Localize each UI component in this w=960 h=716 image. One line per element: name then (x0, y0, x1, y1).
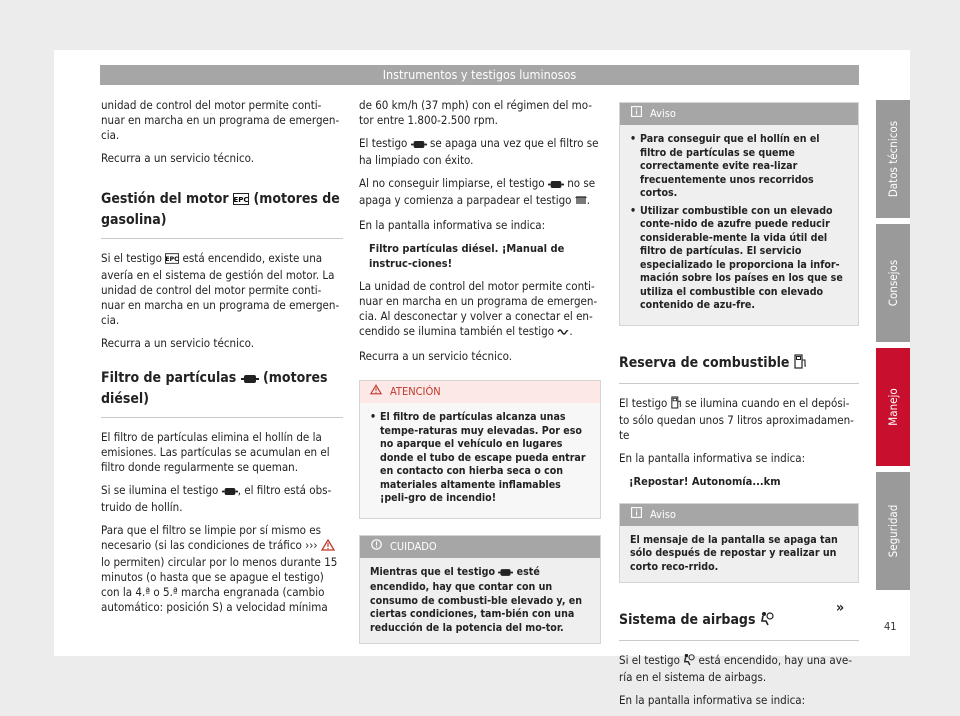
aviso-header: Aviso (620, 103, 858, 125)
airbag-icon (683, 653, 695, 670)
info-circle-icon (370, 538, 382, 556)
cuidado-box (359, 535, 601, 645)
aviso-box-1 (619, 102, 859, 326)
reference-arrows: ››› (305, 538, 318, 552)
column-1 (101, 98, 343, 623)
continue-mark: » (836, 600, 845, 616)
warning-triangle-icon (370, 383, 382, 401)
tab-seguridad[interactable]: Seguridad (876, 472, 910, 590)
particle-filter-icon (498, 568, 513, 582)
warning-triangle-icon[interactable] (321, 539, 335, 555)
paragraph: El testigo se ilumina cuando en el depósi-to sólo quedan unos 7 litros aproximadamen-te (619, 395, 854, 442)
aviso-body: • Para conseguir que el hollín en el filtro de partículas se queme correctamente evite rea-lizar frecuentemente unos recorridos cortos. • Utilizar combustible con un elevado conte-nido de azufre puede reducir considerable-mente la vida útil del filtro de partículas. El servicio especializado le proporciona la infor-mación sobre los países en los que se utiliza el combustible con elevado contenido de azu-fre. (620, 125, 858, 325)
tab-manejo[interactable]: Manejo (876, 348, 910, 466)
tab-consejos[interactable]: Consejos (876, 224, 910, 342)
paragraph: El filtro de partículas elimina el hollín de la emisiones. Las partículas se acumulan en el filtro donde regularmente se queman. (101, 430, 330, 474)
paragraph: La unidad de control del motor permite conti-nuar en marcha en un programa de emergen-cia. Al desconectar y volver a conectar el en-cendido se ilumina también el testigo . (359, 279, 601, 341)
paragraph: de 60 km/h (37 mph) con el régimen del mo-tor entre 1.800-2.500 rpm. (359, 98, 593, 127)
section-title-particle-filter: Filtro de partículas (motores diésel) (101, 363, 343, 418)
paragraph: Al no conseguir limpiarse, el testigo no se apaga y comienza a parpadear el testigo . (359, 176, 601, 210)
aviso-box-2 (619, 503, 859, 584)
tab-datos-tecnicos[interactable]: Datos técnicos (876, 100, 910, 218)
epc-icon (233, 192, 249, 211)
glow-plug-coil-icon (557, 326, 569, 341)
paragraph: El testigo se apaga una vez que el filtro se ha limpiado con éxito. (359, 136, 599, 167)
atencion-body: • El filtro de partículas alcanza unas tempe-raturas muy elevadas. Por eso no aparque el vehículo en lugares donde el tubo de escape pueda entrar en contacto con hierba seca o con materiales altamente inflamables ¡peli-gro de incendio! (360, 403, 600, 518)
page-number: 41 (884, 620, 897, 633)
svg-text:EPC: EPC (165, 256, 179, 264)
particle-filter-icon (548, 178, 564, 193)
paragraph: Si el testigo está encendido, hay una ave-ría en el sistema de airbags. (619, 653, 852, 684)
paragraph: Para que el filtro se limpie por sí mismo es necesario (si las condiciones de tráfico ››› lo permiten) circular por lo menos durante 15 minutos (o hasta que se apague el testigo) con la 4.ª o 5.ª marcha engranada (cambio automático: posición S) a velocidad mínima (101, 523, 338, 614)
paragraph: unidad de control del motor permite conti-nuar en marcha en un programa de emergen-cia. (101, 98, 340, 142)
info-icon (630, 506, 642, 524)
section-title-airbag-system: Sistema de airbags (619, 605, 859, 641)
section-title-engine-management: Gestión del motor EPC (motores de gasolina) (101, 184, 343, 239)
paragraph: Recurra a un servicio técnico. (359, 349, 513, 363)
paragraph: En la pantalla informativa se indica: (359, 218, 546, 232)
paragraph: En la pantalla informativa se indica: (619, 450, 806, 465)
particle-filter-icon (411, 138, 427, 153)
aviso-body: El mensaje de la pantalla se apaga tan sólo después de repostar y realizar un corto reco-rrido. (620, 526, 858, 583)
paragraph: Si el testigo EPC está encendido, existe una avería en el sistema de gestión del motor. La unidad de control del motor permite conti-nuar en marcha en un programa de emergen-cia. (101, 251, 340, 327)
paragraph: Si se ilumina el testigo , el filtro está obs-truido de hollín. (101, 483, 332, 514)
svg-text:EPC: EPC (233, 196, 249, 204)
column-2 (359, 98, 601, 658)
section-title-fuel-reserve: Reserva de combustible (619, 348, 859, 384)
atencion-header: ATENCIÓN (360, 381, 600, 403)
cuidado-body: Mientras que el testigo esté encendido, hay que contar con un consumo de combusti-ble elevado y, en ciertas condiciones, tam-bién con una reducción de la potencia del mo-tor. (360, 558, 600, 644)
airbag-icon (760, 611, 774, 632)
column-3 (619, 98, 859, 716)
paragraph: En la pantalla informativa se indica: (619, 693, 806, 707)
paragraph: Recurra a un servicio técnico. (101, 336, 255, 350)
glow-plug-icon (575, 195, 587, 210)
particle-filter-icon (241, 371, 259, 390)
particle-filter-icon (222, 485, 238, 500)
aviso-header: Aviso (620, 504, 858, 526)
display-message: ¡Repostar! Autonomía...km (629, 474, 781, 488)
atencion-box (359, 380, 601, 519)
display-message: Filtro partículas diésel. ¡Manual de instruc-ciones! (369, 242, 565, 270)
info-icon (630, 105, 642, 123)
fuel-pump-icon (671, 396, 682, 413)
fuel-pump-icon (794, 354, 807, 375)
paragraph: Recurra a un servicio técnico. (101, 151, 255, 165)
epc-icon (165, 253, 179, 268)
cuidado-header: CUIDADO (360, 536, 600, 558)
page-header: Instrumentos y testigos luminosos (100, 65, 859, 85)
